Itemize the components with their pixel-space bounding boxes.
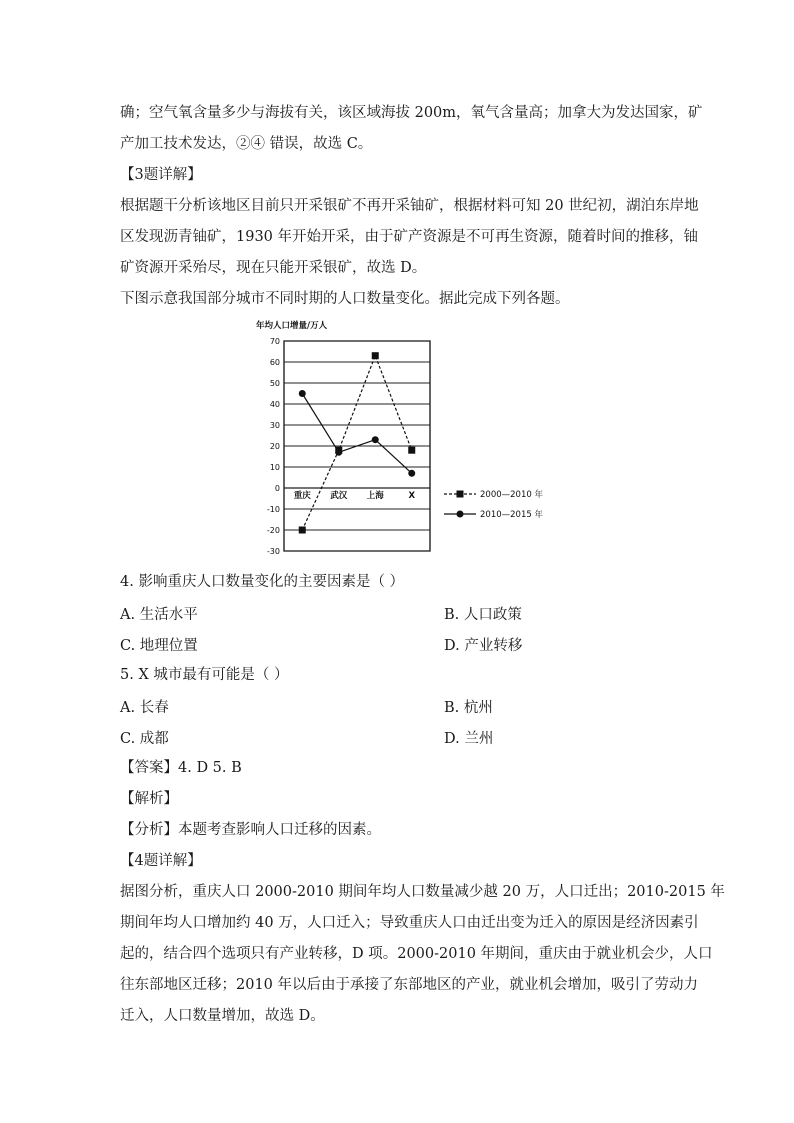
x-category-label: 重庆	[293, 491, 311, 501]
paragraph-line: 迁入，人口数量增加，故选 D。	[120, 1008, 325, 1024]
answer-line: 【答案】4. D 5. B	[120, 760, 242, 776]
paragraph-line: 产加工技术发达，②④ 错误，故选 C。	[120, 136, 373, 152]
legend-marker-circle	[457, 511, 464, 518]
y-tick-label: 30	[269, 421, 280, 430]
option-4b: B. 人口政策	[444, 607, 522, 623]
option-4c: C. 地理位置	[120, 638, 198, 654]
paragraph-line: 往东部地区迁移；2010 年以后由于承接了东部地区的产业，就业机会增加，吸引了劳动力	[120, 977, 699, 993]
series-markers	[299, 352, 416, 533]
series-line-1	[302, 356, 412, 530]
analysis-heading: 【解析】	[120, 791, 178, 807]
x-category-label: 武汉	[330, 491, 348, 501]
option-5d: D. 兰州	[444, 731, 494, 747]
paragraph-line: 区发现沥青铀矿，1930 年开始开采，由于矿产资源是不可再生资源，随着时间的推移，铀	[120, 229, 699, 245]
paragraph-line: 起的，结合四个选项只有产业转移，D 项。2000-2010 年期间，重庆由于就业机会少，人口	[120, 946, 713, 962]
section-heading-3: 【3题详解】	[120, 167, 202, 183]
option-5c: C. 成都	[120, 731, 169, 747]
data-point-square	[408, 447, 415, 454]
question-intro: 下图示意我国部分城市不同时期的人口数量变化。据此完成下列各题。	[120, 291, 570, 307]
y-axis-label: 年均人口增量/万人	[256, 321, 328, 331]
x-category-label: 上海	[366, 491, 384, 501]
chart-legend	[444, 489, 543, 520]
question-5: 5. X 城市最有可能是（ ）	[120, 667, 289, 683]
y-tick-label: 0	[274, 484, 280, 493]
y-tick-label: -20	[266, 526, 280, 535]
y-tick-label: -10	[266, 505, 280, 514]
data-point-circle	[299, 390, 306, 397]
paragraph-line: 期间年均人口增加约 40 万，人口迁入；导致重庆人口由迁出变为迁入的原因是经济因素引	[120, 915, 699, 931]
x-category-label: X	[408, 491, 416, 501]
y-tick-label: -30	[266, 547, 280, 556]
option-5b: B. 杭州	[444, 700, 493, 716]
y-tick-label: 60	[269, 358, 280, 367]
legend-label: 2000—2010 年	[480, 490, 543, 500]
option-5a: A. 长春	[120, 700, 169, 716]
section-heading-4: 【4题详解】	[120, 853, 202, 869]
data-point-square	[299, 527, 306, 534]
y-tick-label: 10	[269, 463, 280, 472]
data-point-circle	[408, 470, 415, 477]
data-point-circle	[335, 449, 342, 456]
paragraph-line: 据图分析，重庆人口 2000-2010 期间年均人口数量减少越 20 万，人口迁出；2010-2015 年	[120, 884, 725, 900]
y-tick-label: 50	[269, 379, 280, 388]
y-tick-label: 70	[269, 337, 280, 346]
series-line-2	[302, 394, 412, 474]
x-category-labels	[294, 490, 416, 501]
y-tick-labels	[267, 337, 280, 556]
population-change-chart	[250, 318, 550, 558]
option-4d: D. 产业转移	[444, 638, 523, 654]
paragraph-line: 根据题干分析该地区目前只开采银矿不再开采铀矿，根据材料可知 20 世纪初，湖泊东岸地	[120, 198, 699, 214]
option-4a: A. 生活水平	[120, 607, 198, 623]
data-point-square	[372, 352, 379, 359]
analysis-summary: 【分析】本题考查影响人口迁移的因素。	[120, 822, 381, 838]
series-lines	[302, 356, 412, 530]
question-4: 4. 影响重庆人口数量变化的主要因素是（ ）	[120, 574, 405, 590]
legend-marker-square	[457, 491, 464, 498]
paragraph-line: 矿资源开采殆尽，现在只能开采银矿，故选 D。	[120, 260, 427, 276]
y-tick-label: 20	[269, 442, 280, 451]
legend-label: 2010—2015 年	[480, 510, 543, 520]
paragraph-line: 确；空气氧含量多少与海拔有关，该区域海拔 200m，氧气含量高；加拿大为发达国家，矿	[120, 105, 703, 121]
y-tick-label: 40	[269, 400, 280, 409]
data-point-circle	[372, 436, 379, 443]
